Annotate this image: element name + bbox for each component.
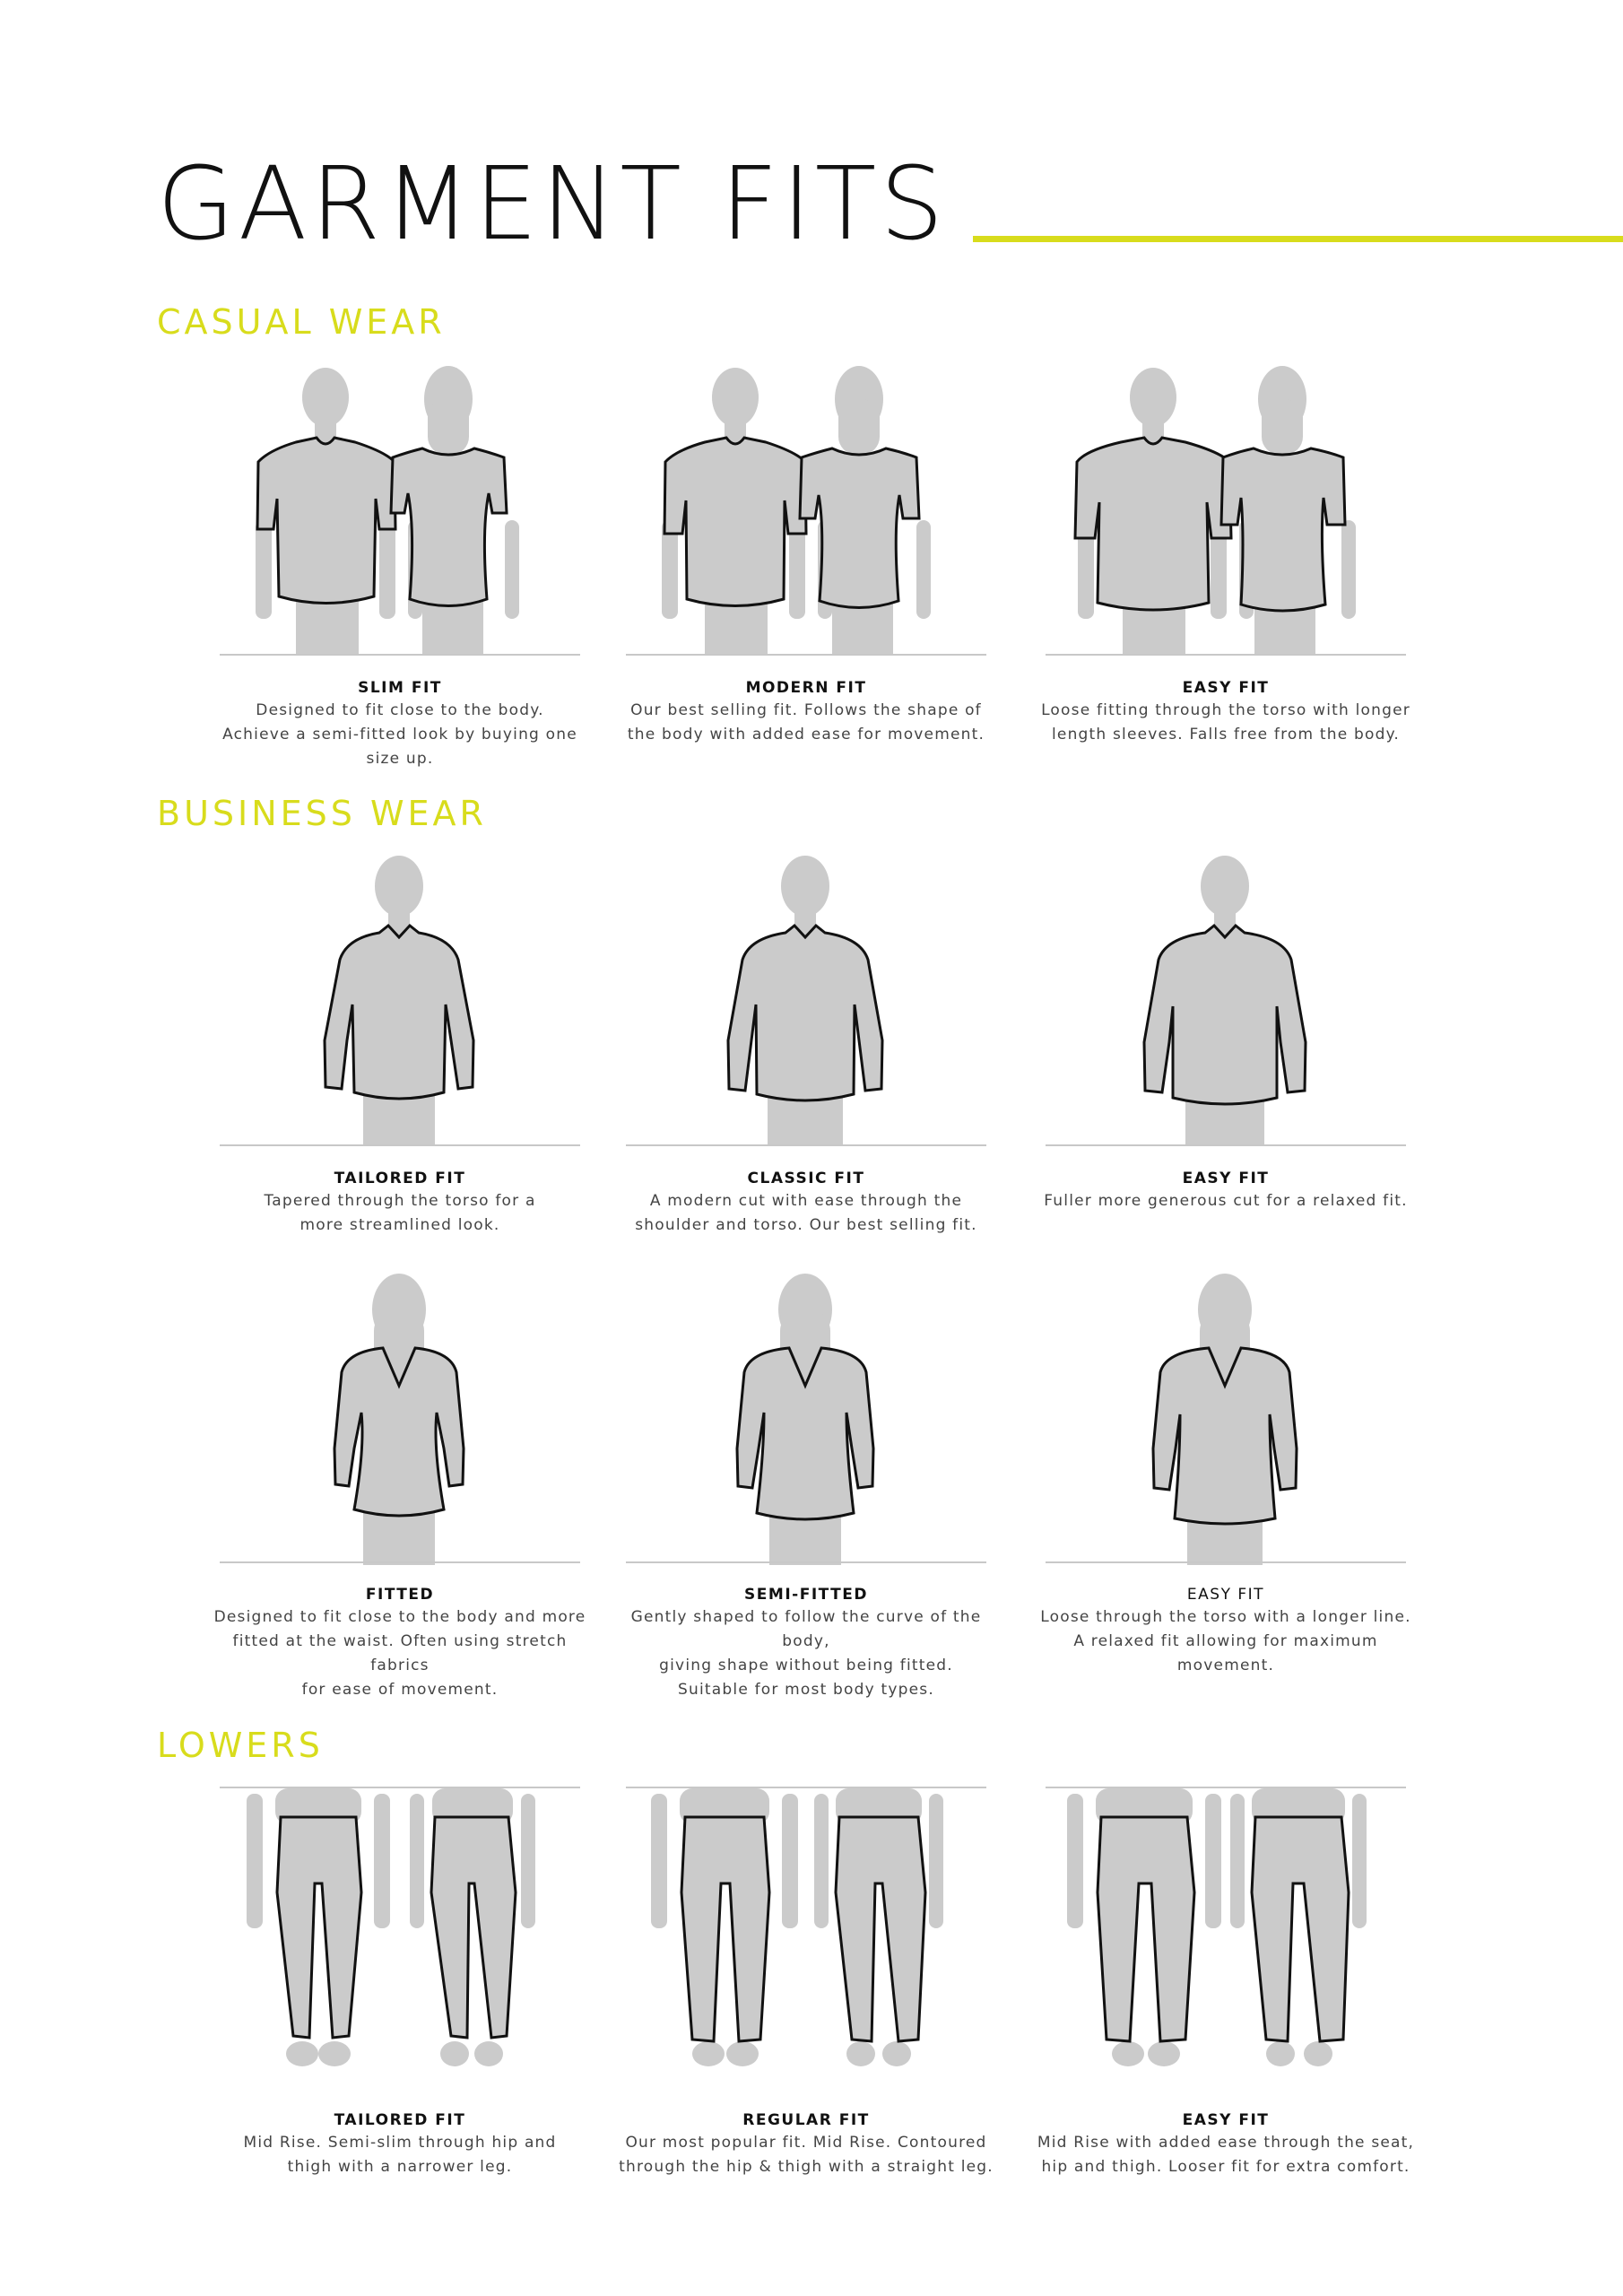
fit-name: TAILORED FIT [334,2111,466,2129]
caption-lowers-regular-fit [613,2109,999,2179]
figure-business-semi-fitted [626,1269,986,1565]
figure-lowers-easy-fit [1046,1785,1406,2081]
fit-name: EASY FIT [1182,1170,1270,1187]
fit-description: Designed to fit close to the body and more fitted at the waist. Often using stretch fabrics for ease of movement. [213,1608,586,1699]
section-heading-casual: CASUAL WEAR [157,302,446,342]
caption-business-tailored-fit [207,1168,593,1238]
fit-description: Tapered through the torso for a more streamlined look. [264,1192,536,1234]
caption-lowers-tailored-fit [207,2109,593,2179]
fit-description: Fuller more generous cut for a relaxed fit. [1044,1192,1408,1210]
figure-business-tailored-fit [220,852,580,1148]
caption-lowers-easy-fit [1033,2109,1419,2179]
fit-description: Our best selling fit. Follows the shape of the body with added ease for movement. [627,701,985,744]
page-title: GARMENT FITS [157,146,948,263]
fit-name: FITTED [365,1586,435,1604]
fit-name: REGULAR FIT [742,2111,870,2129]
caption-casual-easy-fit [1033,677,1419,747]
figure-casual-easy-fit [1046,359,1406,657]
figure-lowers-regular-fit [626,1785,986,2081]
fit-description: Mid Rise with added ease through the seat, hip and thigh. Looser fit for extra comfort. [1037,2134,1415,2176]
fit-name: SEMI-FITTED [744,1586,868,1604]
fit-name: MODERN FIT [745,679,867,697]
fit-description: A modern cut with ease through the shoulder and torso. Our best selling fit. [635,1192,977,1234]
caption-business-easy-fit [1033,1168,1419,1213]
caption-business-semi-fitted [613,1584,999,1702]
figure-business-women-easy-fit [1046,1269,1406,1565]
figure-business-fitted [220,1269,580,1565]
fit-description: Loose through the torso with a longer line. A relaxed fit allowing for maximum movement. [1040,1608,1411,1674]
caption-casual-modern-fit [613,677,999,747]
fit-name: EASY FIT [1186,1586,1265,1604]
figure-casual-slim-fit [220,359,580,657]
fit-name: CLASSIC FIT [747,1170,865,1187]
section-heading-lowers: LOWERS [157,1726,324,1765]
figure-lowers-tailored-fit [220,1785,580,2081]
figure-business-classic-fit [626,852,986,1148]
fit-description: Loose fitting through the torso with longer length sleeves. Falls free from the body. [1041,701,1410,744]
caption-business-fitted [207,1584,593,1702]
figure-business-easy-fit [1046,852,1406,1148]
figure-casual-modern-fit [626,359,986,657]
fit-description: Our most popular fit. Mid Rise. Contoured through the hip & thigh with a straight leg. [619,2134,994,2176]
caption-business-women-easy-fit [1033,1584,1419,1678]
fit-description: Gently shaped to follow the curve of the body, giving shape without being fitted. Suitable for most body types. [630,1608,982,1699]
title-accent-rule [973,236,1623,242]
fit-description: Mid Rise. Semi-slim through hip and thigh with a narrower leg. [243,2134,557,2176]
section-heading-business: BUSINESS WEAR [157,794,487,833]
fit-name: EASY FIT [1182,2111,1270,2129]
caption-business-classic-fit [613,1168,999,1238]
fit-description: Designed to fit close to the body. Achieve a semi-fitted look by buying one size up. [222,701,577,768]
caption-casual-slim-fit [207,677,593,771]
fit-name: SLIM FIT [358,679,442,697]
fit-name: TAILORED FIT [334,1170,466,1187]
fit-name: EASY FIT [1182,679,1270,697]
